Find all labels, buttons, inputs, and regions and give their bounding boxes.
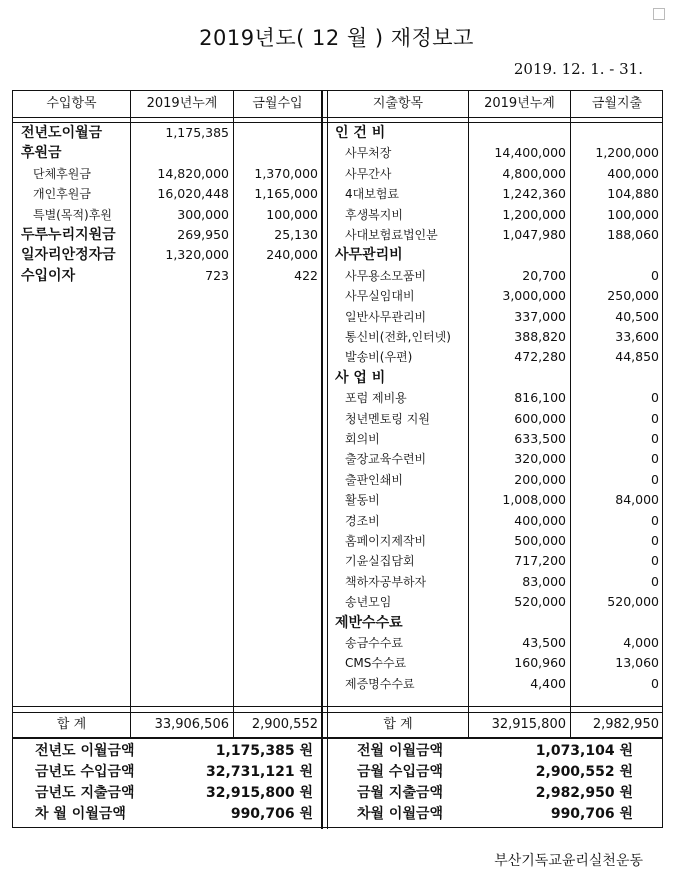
expense-item-month: 0 [651,533,659,548]
income-item-label: 수입이자 [21,267,76,284]
expense-item-ytd: 1,200,000 [502,206,566,222]
expense-item-ytd: 1,008,000 [502,492,566,508]
expense-item-label: 사 업 비 [335,369,386,386]
income-item-ytd: 300,000 [177,206,229,222]
header-rule [13,117,662,118]
expense-item-ytd: 1,242,360 [502,186,566,202]
finance-table [12,90,663,828]
expense-item-month: 188,060 [607,227,659,242]
summary-right-value: 990,706 원 [550,806,633,822]
expense-item-month [571,123,659,143]
summary-left-value: 990,706 원 [230,806,313,822]
expense-item-label: 후생복지비 [345,207,403,222]
expense-item-month: 84,000 [615,492,659,508]
header-expense-month: 금월지출 [591,96,643,111]
expense-item-label: 회의비 [345,432,380,446]
summary-left-label: 금년도 지출금액 [35,785,135,801]
income-item-ytd: 1,175,385 [165,125,229,140]
expense-item-ytd: 83,000 [522,573,566,589]
expense-item-label: 발송비(우편) [345,350,413,365]
expense-item-label: 송금수수료 [345,636,403,650]
summary-right-label: 차월 이월금액 [357,806,444,822]
total-rule [13,706,662,707]
expense-item-label: 사무간사 [345,166,392,181]
summary-right-value: 2,982,950 원 [535,785,633,801]
expense-item-month: 1,200,000 [595,145,659,161]
expense-item-label: 사무실임대비 [345,289,415,304]
summary-left-label: 금년도 수입금액 [35,764,135,780]
header-income-month: 금월수입 [252,96,303,111]
expense-item-ytd: 388,820 [514,329,566,344]
expense-item-month: 0 [651,451,659,467]
expense-item-label: 제반수수료 [335,614,403,631]
income-item-month: 240,000 [266,247,318,263]
income-item-label: 두루누리지원금 [21,227,116,243]
expense-item-ytd: 472,280 [514,349,566,365]
expense-item-ytd: 320,000 [514,451,566,467]
expense-item-ytd: 3,000,000 [502,288,566,304]
expense-item-month: 0 [651,675,659,691]
income-item-month [234,143,318,163]
income-item-ytd: 723 [205,267,229,283]
organization-name: 부산기독교윤리실천운동 [494,853,643,869]
expense-item-month: 0 [651,431,659,446]
expense-item-label: 사무처장 [345,146,392,161]
expense-item-ytd [469,368,566,388]
income-total-month: 2,900,552 [251,717,318,732]
summary-left-label: 차 월 이월금액 [35,806,126,822]
income-item-month: 1,165,000 [254,186,318,202]
expense-item-ytd: 4,800,000 [502,165,566,181]
summary-left-value: 1,175,385 원 [215,743,313,759]
expense-item-ytd: 20,700 [522,267,566,283]
expense-item-ytd: 500,000 [514,533,566,548]
expense-item-month: 0 [651,471,659,487]
expense-item-label: 4대보험료 [345,187,400,202]
summary-right-value: 2,900,552 원 [535,764,633,780]
expense-item-month: 0 [651,390,659,406]
col-divider-center [321,91,323,829]
expense-item-ytd: 4,400 [530,675,566,691]
header-expense-item: 지출항목 [372,96,424,111]
expense-item-month: 100,000 [607,206,659,222]
income-item-label: 특별(목적)후원 [33,207,112,222]
header-income-ytd: 2019년누계 [146,96,218,111]
summary-right-label: 전월 이월금액 [357,743,444,759]
expense-item-ytd: 600,000 [514,410,566,426]
income-total-label: 합 계 [56,717,87,732]
expense-item-ytd: 43,500 [522,635,566,650]
expense-item-ytd: 1,047,980 [502,227,566,242]
expense-item-month: 0 [651,267,659,283]
income-item-ytd: 14,820,000 [157,165,229,181]
page-title: 2019년도( 12 월 ) 재정보고 [199,26,474,50]
expense-item-label: 포럼 제비용 [345,391,407,406]
expense-item-ytd: 160,960 [514,655,566,671]
income-item-label: 전년도이월금 [21,125,103,141]
income-item-label: 개인후원금 [33,187,91,202]
expense-item-month: 40,500 [615,308,659,324]
summary-left-label: 전년도 이월금액 [35,743,135,759]
window-corner-icon [653,8,665,20]
income-item-label: 후원금 [21,145,62,162]
income-item-ytd: 269,950 [177,227,229,242]
expense-item-ytd: 337,000 [514,308,566,324]
expense-item-month [571,613,659,633]
expense-item-label: 청년멘토링 지원 [345,411,430,426]
expense-item-ytd [469,245,566,265]
header-income-item: 수입항목 [46,96,97,111]
expense-item-month: 0 [651,553,659,569]
summary-right-label: 금월 지출금액 [357,785,444,801]
summary-left-value: 32,731,121 원 [206,764,313,780]
income-item-month: 100,000 [266,206,318,222]
expense-item-label: 사무용소모품비 [345,268,427,283]
expense-total-label: 합 계 [383,717,413,732]
income-item-month: 422 [294,267,318,283]
expense-item-label: 기윤실집담회 [345,554,415,569]
expense-item-ytd: 200,000 [514,471,566,487]
expense-item-label: 활동비 [345,493,380,508]
income-total-ytd: 33,906,506 [154,717,229,732]
expense-item-label: 통신비(전화,인터넷) [345,330,451,344]
summary-left-value: 32,915,800 원 [206,785,313,801]
expense-item-label: 일반사무관리비 [345,309,427,324]
expense-item-month: 0 [651,573,659,589]
expense-item-month: 44,850 [615,349,659,365]
expense-item-ytd: 717,200 [514,553,566,569]
expense-item-ytd [469,613,566,633]
header-expense-ytd: 2019년누계 [484,96,555,111]
expense-item-month: 104,880 [607,186,659,202]
expense-item-label: CMS수수료 [345,656,407,671]
summary-right-value: 1,073,104 원 [535,743,633,759]
expense-item-ytd: 400,000 [514,512,566,528]
expense-item-label: 경조비 [345,513,380,528]
income-item-ytd: 1,320,000 [165,247,229,263]
expense-total-month: 2,982,950 [592,717,659,732]
expense-item-month: 0 [651,512,659,528]
expense-item-label: 제증명수수료 [345,676,415,691]
expense-item-label: 책하자공부하자 [345,574,427,589]
income-item-month: 1,370,000 [254,165,318,181]
expense-item-label: 출장교육수련비 [345,452,427,467]
expense-item-label: 홈페이지제작비 [345,534,427,548]
expense-item-month [571,245,659,265]
expense-item-label: 사대보험료법인분 [345,228,438,242]
expense-item-ytd: 14,400,000 [494,145,566,161]
expense-item-month: 4,000 [623,635,659,650]
expense-item-month: 33,600 [615,329,659,344]
income-item-ytd: 16,020,448 [157,186,229,202]
expense-item-label: 출판인쇄비 [345,472,403,487]
expense-item-ytd: 816,100 [514,390,566,406]
report-period: 2019. 12. 1. - 31. [513,60,643,78]
income-item-month: 25,130 [274,227,318,242]
expense-total-ytd: 32,915,800 [491,717,566,732]
expense-item-ytd [469,123,566,143]
income-item-label: 단체후원금 [33,166,91,181]
expense-item-ytd: 520,000 [514,594,566,610]
income-item-ytd [131,143,229,163]
expense-item-month [571,368,659,388]
expense-item-month: 520,000 [607,594,659,610]
expense-item-month: 0 [651,410,659,426]
expense-item-month: 250,000 [607,288,659,304]
expense-item-ytd: 633,500 [514,431,566,446]
expense-item-month: 400,000 [607,165,659,181]
expense-item-label: 사무관리비 [335,247,403,264]
income-item-label: 일자리안정자금 [21,247,116,264]
expense-item-label: 송년모임 [345,595,392,610]
expense-item-label: 인 건 비 [335,125,386,141]
expense-item-month: 13,060 [615,655,659,671]
summary-right-label: 금월 수입금액 [357,764,444,780]
income-item-month [234,123,318,143]
